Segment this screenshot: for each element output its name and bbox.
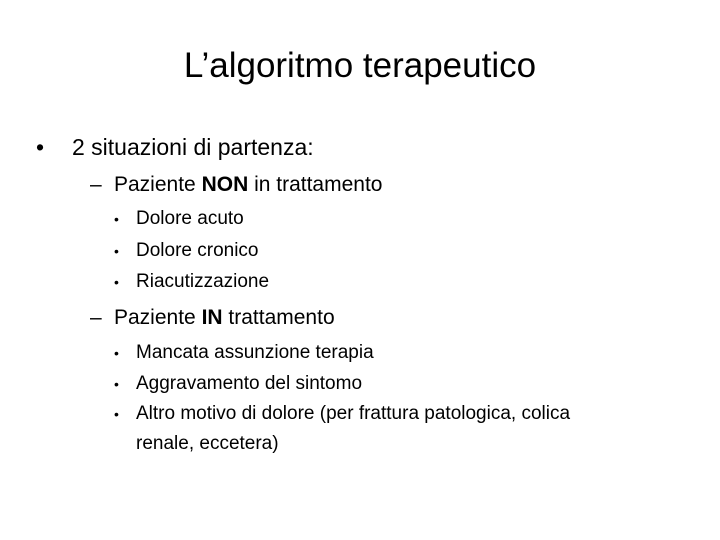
dash-mark: – bbox=[90, 306, 102, 329]
list-item-continuation: renale, eccetera) bbox=[136, 433, 279, 454]
bullet-mark: • bbox=[36, 134, 45, 160]
heading-prefix: Paziente bbox=[114, 173, 202, 196]
heading-bold: IN bbox=[201, 306, 223, 329]
group-heading-text bbox=[114, 303, 335, 333]
slide-title: L’algoritmo terapeutico bbox=[183, 46, 537, 85]
heading-prefix: Paziente bbox=[114, 306, 202, 329]
sub-bullet-mark: • bbox=[114, 406, 119, 422]
list-item-text: Mancata assunzione terapia bbox=[136, 342, 374, 363]
sub-bullet-mark: • bbox=[114, 243, 119, 259]
group-heading-text bbox=[114, 170, 382, 200]
list-item-text: Dolore acuto bbox=[136, 208, 244, 229]
list-item-text: Dolore cronico bbox=[136, 240, 259, 261]
sub-bullet-mark: • bbox=[114, 345, 119, 361]
main-bullet-text: 2 situazioni di partenza: bbox=[72, 134, 314, 160]
heading-bold: NON bbox=[201, 173, 249, 196]
heading-suffix: in trattamento bbox=[248, 173, 383, 196]
list-item-text: Riacutizzazione bbox=[136, 271, 270, 292]
list-item-text: Aggravamento del sintomo bbox=[136, 373, 363, 394]
heading-suffix: trattamento bbox=[222, 306, 335, 329]
sub-bullet-mark: • bbox=[114, 211, 119, 227]
sub-bullet-mark: • bbox=[114, 376, 119, 392]
list-item-text: Altro motivo di dolore (per frattura patologica, colica bbox=[136, 403, 571, 424]
dash-mark: – bbox=[90, 173, 102, 196]
sub-bullet-mark: • bbox=[114, 274, 119, 290]
